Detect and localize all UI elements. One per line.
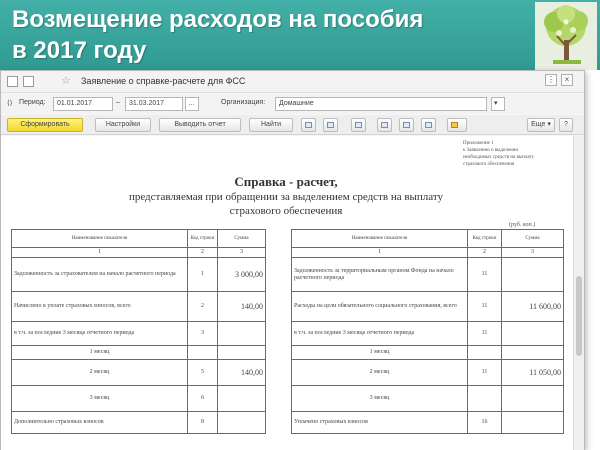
date-from-input[interactable]: 01.01.2017 [53, 97, 113, 111]
row-name: 1 месяц [12, 346, 188, 360]
generate-button[interactable]: Сформировать [7, 118, 83, 132]
row-code: 11 [468, 360, 502, 386]
row-name: Задолженность за территориальным органом Фонда на начало расчетного периода [292, 258, 468, 292]
row-name: 2 месяц [12, 360, 188, 386]
tree-logo-icon [535, 2, 597, 70]
right-calc-table [291, 229, 564, 434]
table-row [12, 412, 266, 434]
row-code: 5 [188, 360, 218, 386]
appendix-note: Приложение 1 к Заявлению о выделении необходимых средств на выплату страхового обеспечения [463, 141, 535, 167]
row-code [468, 346, 502, 360]
column-number: 1 [12, 248, 188, 258]
copy-icon[interactable] [351, 118, 366, 132]
column-number: 3 [502, 248, 564, 258]
output-options-button[interactable]: Выводить отчет [159, 118, 241, 132]
row-code: 8 [188, 412, 218, 434]
row-sum[interactable]: 11 600,00 [502, 292, 564, 322]
edit-icon[interactable] [399, 118, 414, 132]
calc-icon[interactable] [421, 118, 436, 132]
table-row [12, 292, 266, 322]
table-header-row [292, 230, 564, 248]
date-dash: – [116, 99, 120, 106]
row-sum[interactable] [218, 386, 266, 412]
row-name: Задолженность за страхователем на начало расчетного периода [12, 258, 188, 292]
window-menu-icon[interactable]: ⋮ [547, 75, 555, 84]
row-name: Уплачено страховых взносов [292, 412, 468, 434]
row-code: 11 [468, 292, 502, 322]
row-code: 16 [468, 412, 502, 434]
column-header: Код строки [188, 230, 218, 248]
column-number: 3 [218, 248, 266, 258]
unit-note: (руб. коп.) [509, 222, 536, 228]
row-code: 11 [468, 322, 502, 346]
title-line-2: представляемая при обращении за выделением средств на выплату [128, 191, 444, 203]
column-header: Код строки [468, 230, 502, 248]
close-window-button[interactable]: × [561, 74, 573, 86]
table-row [12, 346, 266, 360]
column-number-row [292, 248, 564, 258]
more-button[interactable]: Еще ▾ [527, 118, 555, 132]
slide-title: Возмещение расходов на пособия в 2017 году [12, 6, 424, 64]
row-code: 11 [468, 258, 502, 292]
title-line-1: Справка - расчет, [234, 174, 338, 189]
table-row [292, 346, 564, 360]
period-bar [1, 94, 584, 114]
column-header: Сумма [218, 230, 266, 248]
table-row [12, 322, 266, 346]
column-number: 2 [468, 248, 502, 258]
left-calc-table [11, 229, 266, 434]
report-toolbar [1, 115, 584, 135]
row-code: 2 [188, 292, 218, 322]
report-document [1, 136, 573, 450]
title-line-3: страхового обеспечения [229, 205, 343, 217]
report-window [0, 70, 585, 450]
row-code [468, 386, 502, 412]
row-name: в т.ч. за последние 3 месяца отчетного периода [292, 322, 468, 346]
period-icon: ⟨⟩ [7, 100, 13, 107]
row-name: Дополнительно страховых взносов [12, 412, 188, 434]
row-sum[interactable] [502, 258, 564, 292]
slide-header [0, 0, 600, 70]
row-name: 1 месяц [292, 346, 468, 360]
table-header-row [12, 230, 266, 248]
row-sum[interactable] [218, 322, 266, 346]
column-header: Наименование показателя [292, 230, 468, 248]
column-header: Сумма [502, 230, 564, 248]
settings-button[interactable]: Настройки [95, 118, 151, 132]
row-name: 3 месяц [12, 386, 188, 412]
row-sum[interactable] [502, 412, 564, 434]
table-row [292, 360, 564, 386]
help-button[interactable]: ? [559, 118, 573, 132]
row-sum[interactable] [218, 346, 266, 360]
organization-open-button[interactable]: ▾ [491, 97, 505, 111]
table-row [12, 258, 266, 292]
row-name: в т.ч. за последние 3 месяца отчетного периода [12, 322, 188, 346]
row-name: 3 месяц [292, 386, 468, 412]
period-label: Период: [19, 99, 46, 106]
row-sum[interactable]: 3 000,00 [218, 258, 266, 292]
forward-icon[interactable] [23, 76, 34, 87]
column-header: Наименование показателя [12, 230, 188, 248]
back-icon[interactable] [7, 76, 18, 87]
row-sum[interactable] [218, 412, 266, 434]
period-select-button[interactable]: … [185, 97, 199, 111]
scrollbar-thumb[interactable] [576, 276, 582, 356]
table-row [292, 292, 564, 322]
table-row [292, 322, 564, 346]
window-titlebar [1, 71, 584, 93]
row-sum[interactable] [502, 322, 564, 346]
row-name: Расходы на цели обязательного социального страхования, всего [292, 292, 468, 322]
column-number: 2 [188, 248, 218, 258]
table-row [292, 386, 564, 412]
row-code: 6 [188, 386, 218, 412]
row-code: 1 [188, 258, 218, 292]
row-name: 2 месяц [292, 360, 468, 386]
table-row [292, 258, 564, 292]
column-number: 1 [292, 248, 468, 258]
row-sum[interactable]: 11 050,00 [502, 360, 564, 386]
date-to-input[interactable]: 31.03.2017 [125, 97, 183, 111]
mail-icon[interactable] [447, 118, 467, 132]
row-sum[interactable] [502, 346, 564, 360]
document-title [1, 174, 571, 218]
favorite-star-icon[interactable]: ☆ [61, 75, 71, 87]
table-row [12, 360, 266, 386]
print-icon[interactable] [301, 118, 316, 132]
organization-input[interactable]: Домашние [275, 97, 487, 111]
organization-label: Организация: [221, 99, 266, 106]
row-sum[interactable]: 140,00 [218, 292, 266, 322]
row-sum[interactable]: 140,00 [218, 360, 266, 386]
column-number-row [12, 248, 266, 258]
find-button[interactable]: Найти [249, 118, 293, 132]
row-code [188, 346, 218, 360]
vertical-scrollbar[interactable] [573, 136, 584, 450]
save-icon[interactable] [377, 118, 392, 132]
row-code: 3 [188, 322, 218, 346]
row-sum[interactable] [502, 386, 564, 412]
row-name: Начислено к уплате страховых взносов, всего [12, 292, 188, 322]
preview-icon[interactable] [323, 118, 338, 132]
window-title: Заявление о справке-расчете для ФСС [81, 76, 246, 86]
table-row [292, 412, 564, 434]
table-row [12, 386, 266, 412]
